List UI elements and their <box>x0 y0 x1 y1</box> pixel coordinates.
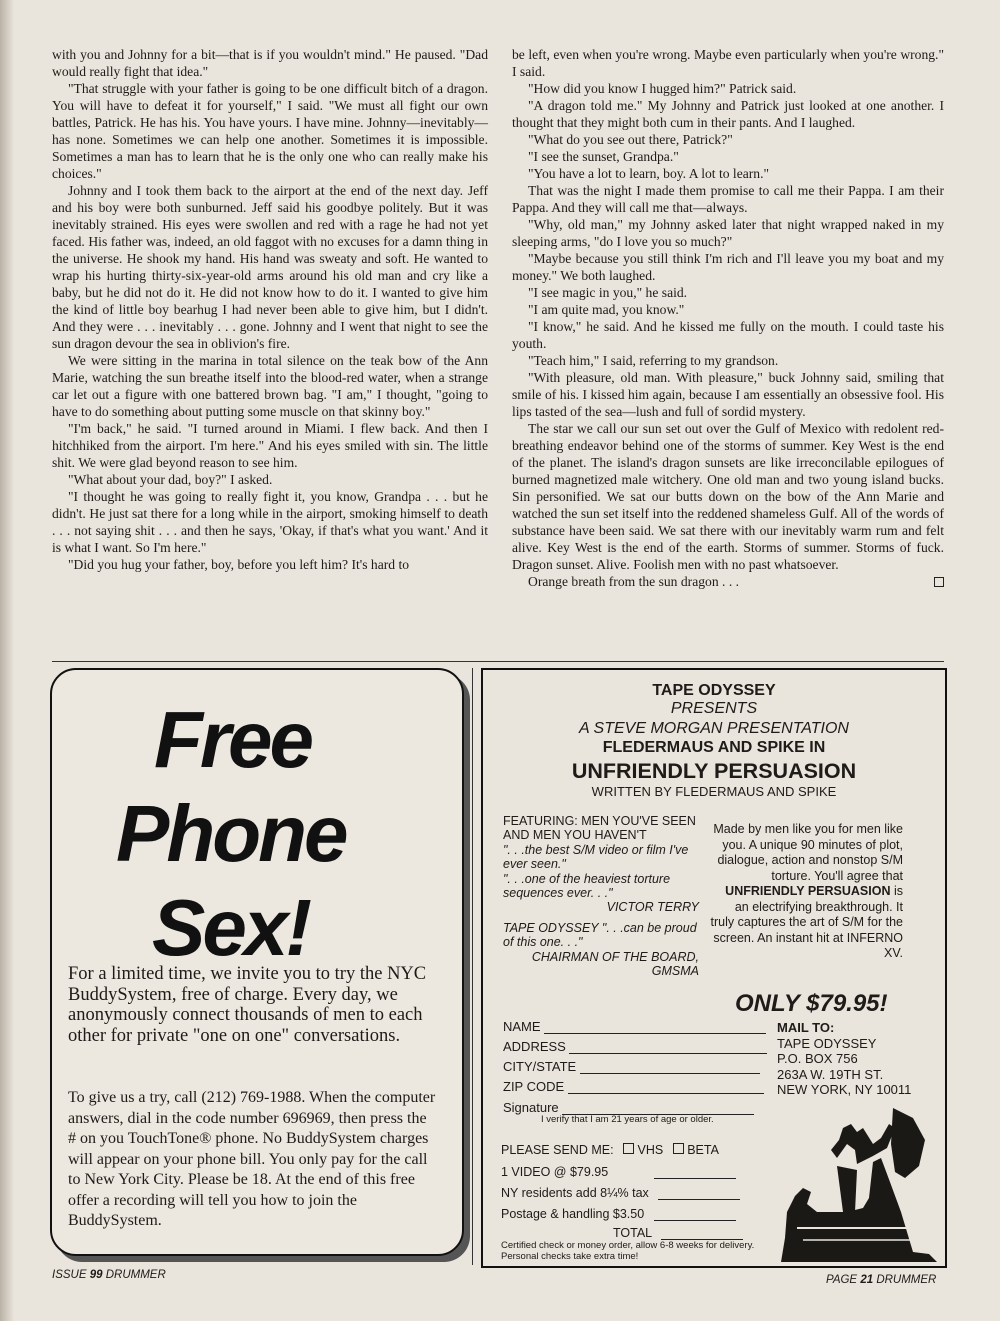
story-paragraph: "Did you hug your father, boy, before you left him? It's hard to <box>68 557 410 572</box>
ad-headline-free: Free <box>154 695 311 784</box>
vhs-label: VHS <box>637 1143 664 1157</box>
ad-written-by: WRITTEN BY FLEDERMAUS AND SPIKE <box>591 784 837 799</box>
footer-issue <box>52 1269 166 1281</box>
ad-featuring: FEATURING: MEN YOU'VE SEEN AND MEN YOU HAVEN'T <box>503 814 696 843</box>
form-name-label: NAME <box>503 1019 541 1034</box>
viking-ship-illustration <box>777 1104 943 1264</box>
mail-line: TAPE ODYSSEY <box>777 1035 877 1051</box>
story-paragraph: "I thought he was going to really fight it, you know, Grandpa . . . but he didn't. He just sat there for a long while in the airport, smoking himself to death . . . not saying shit . . . and then he says, 'Okay, if that's what you want.' And it is what I want. So I'm here." <box>52 489 488 555</box>
footer-issue-label: ISSUE <box>52 1269 87 1281</box>
footer-magazine-name: DRUMMER <box>876 1274 937 1286</box>
ad-featuring-block <box>503 814 699 978</box>
payment-note: Certified check or money order, allow 6-8 weeks for delivery. Personal checks take extra time! <box>501 1240 755 1262</box>
story-paragraph: "I am quite mad, you know." <box>528 302 685 317</box>
story-paragraph: "With pleasure, old man. With pleasure," buck Johnny said, smiling that smile of his. I kissed him again, because I am essentially an obsessive fool. His lips tasted of the sea—lush and full of sordid mystery. <box>512 370 944 419</box>
story-paragraph: "I see magic in you," he said. <box>528 285 688 300</box>
form-zip-field[interactable] <box>568 1082 764 1094</box>
footer-page-number: 21 <box>860 1274 874 1286</box>
form-address-label: ADDRESS <box>503 1039 566 1054</box>
footer-page <box>826 1274 936 1286</box>
form-name-field[interactable] <box>544 1022 766 1034</box>
ad-headline-sex: Sex! <box>152 883 309 972</box>
story-paragraph: The star we call our sun set out over the Gulf of Mexico with redolent red-breathing endeavor behind one of the storms of summer. Key West is the end of the planet. The island's dragon sunsets are like irreconcilable epilogues of burned magnetized male witchery. One old man and two young island bucks. Sin personified. We sat our butts down on the bow of the Ann Marie and watched the sun set itself into the reddened shameless Gulf. All of the words of substance have been said. We sat there with our inevitably warm rum and felt alive. Key West is the end of the earth. Storms of summer. Storms of fuck. Dragon sunset. Alive. Foolish men with no past whatsoever. <box>512 421 944 572</box>
form-address-row <box>503 1039 767 1054</box>
form-zip-label: ZIP CODE <box>503 1079 565 1094</box>
ad-publisher: TAPE ODYSSEY <box>652 682 776 699</box>
ad-title: UNFRIENDLY PERSUASION <box>571 759 857 783</box>
ad-quote: TAPE ODYSSEY ". . .can be proud of this one. . ." <box>503 920 697 950</box>
story-paragraph-last <box>512 573 944 590</box>
ad-body-intro: For a limited time, we invite you to try the NYC BuddySystem, free of charge. Every day, we anonymously connect thousands of men to each other for private "one on one" conversations. <box>68 964 427 1046</box>
form-address-field[interactable] <box>569 1042 767 1054</box>
order-total-field[interactable] <box>661 1228 743 1240</box>
story-paragraph: "Maybe because you still think I'm rich and I'll leave you my boat and my money." We both laughed. <box>512 251 944 283</box>
story-paragraph: "Teach him," I said, referring to my grandson. <box>528 353 779 368</box>
order-video-label: 1 VIDEO @ $79.95 <box>501 1165 609 1179</box>
order-total-label: TOTAL <box>613 1226 652 1240</box>
ad-stars: FLEDERMAUS AND SPIKE IN <box>602 739 826 756</box>
ad-price: ONLY $79.95! <box>735 990 888 1017</box>
story-column-left <box>52 46 488 573</box>
order-format-row <box>501 1143 719 1157</box>
story-paragraph: Johnny and I took them back to the airport at the end of the next day. Jeff and his boy were both sunburned. Jeff said his goodbye politely. But it was inevitably strained. His eyes were swollen and red with a rage he had not yet faced. His father was, indeed, an old faggot with no excuses for a damn thing in the universe. He shook my hand. His hand was sweaty and soft. He wanted to wrap his hurting thirty-six-year-old arms around his old man and cry like a baby, but he did not do it. He did not know how to do it. I wanted to give him the kind of little boy bearhug I had never been able to give him, but I didn't. And they were . . . inevitably . . . gone. Johnny and I went that night to see the sun dragon devour the sea in oblivion's fire. <box>52 183 488 351</box>
story-column-right <box>512 46 944 590</box>
ad-headline-phone: Phone <box>116 789 346 878</box>
ad-quote: ". . .the best S/M video or film I've ever seen." <box>503 842 689 872</box>
ad-description <box>709 822 903 962</box>
form-age-verification: I verify that I am 21 years of age or older. <box>541 1114 714 1125</box>
form-city-label: CITY/STATE <box>503 1059 577 1074</box>
ad-description-title: UNFRIENDLY PERSUASION <box>725 884 891 898</box>
ad-body-instructions: To give us a try, call (212) 769-1988. When the computer answers, dial in the code number 696969, then press the # on you TouchTone® phone. No BuddySystem charges will appear on your phone bill. You only pay for the call to New York City. Please be 18. At the end of this free offer a recording will tell you how to join the BuddySystem. <box>68 1089 436 1229</box>
ad-quote: ". . .one of the heaviest torture sequences ever. . ." <box>503 871 671 901</box>
story-paragraph: "What do you see out there, Patrick?" <box>528 132 733 147</box>
ad-quote-attribution: GMSMA <box>651 964 699 979</box>
mail-line: NEW YORK, NY 10011 <box>777 1082 912 1097</box>
tape-odyssey-ad <box>481 668 947 1268</box>
footer-magazine-name: DRUMMER <box>105 1269 166 1281</box>
order-postage-field[interactable] <box>654 1209 736 1221</box>
story-paragraph: "I'm back," he said. "I turned around in Miami. I flew back. And then I hitchhiked from the airport. I'm here." And his eyes smiled with sin. The little shit. We were glad beyond reason to see him. <box>52 421 488 470</box>
footer-issue-number: 99 <box>89 1269 103 1281</box>
story-paragraph: "What about your dad, boy?" I asked. <box>68 472 273 487</box>
mail-line: 263A W. 19TH ST. <box>777 1066 884 1082</box>
ad-presentation: A STEVE MORGAN PRESENTATION <box>579 720 849 737</box>
mail-line: P.O. BOX 756 <box>777 1051 858 1066</box>
page-gutter-shadow <box>0 0 14 1321</box>
story-paragraph: "How did you know I hugged him?" Patrick said. <box>528 81 797 96</box>
story-paragraph: "You have a lot to learn, boy. A lot to learn." <box>528 166 770 181</box>
story-paragraph: "Why, old man," my Johnny asked later that night wrapped naked in my sleeping arms, "do I love you so much?" <box>512 217 944 249</box>
vhs-checkbox[interactable] <box>623 1143 634 1154</box>
mail-to-label: MAIL TO: <box>777 1020 835 1035</box>
order-video-field[interactable] <box>654 1167 736 1179</box>
ad-presents: PRESENTS <box>670 700 758 717</box>
form-signature-row <box>503 1100 754 1115</box>
ad-description-text: Made by men like you for men like you. A unique 90 minutes of plot, dialogue, action and nonstop S/M torture. You'll agree that <box>713 822 903 883</box>
story-paragraph: We were sitting in the marina in total silence on the teak bow of the Ann Marie, watching the sun breathe itself into the blood-red water, when a strange car let out a figure with one battered brown bag. "I am," I thought, "going to have to do something about putting some muscle on that skinny boy." <box>52 353 488 419</box>
end-mark-icon <box>934 577 944 587</box>
story-final-line: Orange breath from the sun dragon . . . <box>528 574 740 589</box>
beta-label: BETA <box>687 1143 719 1157</box>
ad-quote-attribution: CHAIRMAN OF THE BOARD, <box>531 949 699 964</box>
order-postage-label: Postage & handling $3.50 <box>501 1207 645 1221</box>
form-zip-row <box>503 1079 764 1094</box>
order-tax-field[interactable] <box>658 1188 740 1200</box>
buddysystem-ad <box>50 668 464 1256</box>
story-paragraph: be left, even when you're wrong. Maybe even particularly when you're wrong." I said. <box>512 47 944 79</box>
mail-to-address <box>777 1020 911 1098</box>
story-paragraph: "I see the sunset, Grandpa." <box>528 149 679 164</box>
column-divider <box>472 668 473 1265</box>
form-city-field[interactable] <box>580 1062 760 1074</box>
story-paragraph: That was the night I made them promise to call me their Pappa. I am their Pappa. And they will call me that—always. <box>512 183 944 215</box>
order-tax-label: NY residents add 8¼% tax <box>501 1186 649 1200</box>
order-postage-row <box>501 1207 736 1221</box>
beta-checkbox[interactable] <box>673 1143 684 1154</box>
story-paragraph: "A dragon told me." My Johnny and Patrick just looked at one another. I thought that they might both cum in their pants. And I laughed. <box>512 98 944 130</box>
form-signature-label: Signature <box>503 1100 559 1115</box>
order-video-row <box>501 1165 736 1179</box>
order-format-label: PLEASE SEND ME: <box>501 1143 614 1157</box>
section-divider <box>52 661 944 662</box>
order-total-row <box>613 1226 743 1240</box>
ad-quote-attribution: VICTOR TERRY <box>606 900 699 915</box>
order-tax-row <box>501 1186 740 1200</box>
form-city-row <box>503 1059 760 1074</box>
form-name-row <box>503 1019 766 1034</box>
footer-page-label: PAGE <box>826 1274 858 1286</box>
story-paragraph: "That struggle with your father is going to be one difficult bitch of a dragon. You will have to defeat it for yourself," I said. "We must all fight our own battles, Patrick. He has his. You have yours. I have mine. Johnny—inevitably—has none. Sometimes we can help one another. Sometimes it is impossible. Sometimes a man has to learn that he is the only one who can really make his choices." <box>52 81 488 181</box>
story-paragraph: with you and Johnny for a bit—that is if you wouldn't mind." He paused. "Dad would really fight that idea." <box>52 47 488 79</box>
story-paragraph: "I know," he said. And he kissed me fully on the mouth. I could taste his youth. <box>512 319 944 351</box>
ad-description-text: is an electrifying breakthrough. It truly captures the art of S/M for the screen. An instant hit at INFERNO XV. <box>710 884 903 960</box>
